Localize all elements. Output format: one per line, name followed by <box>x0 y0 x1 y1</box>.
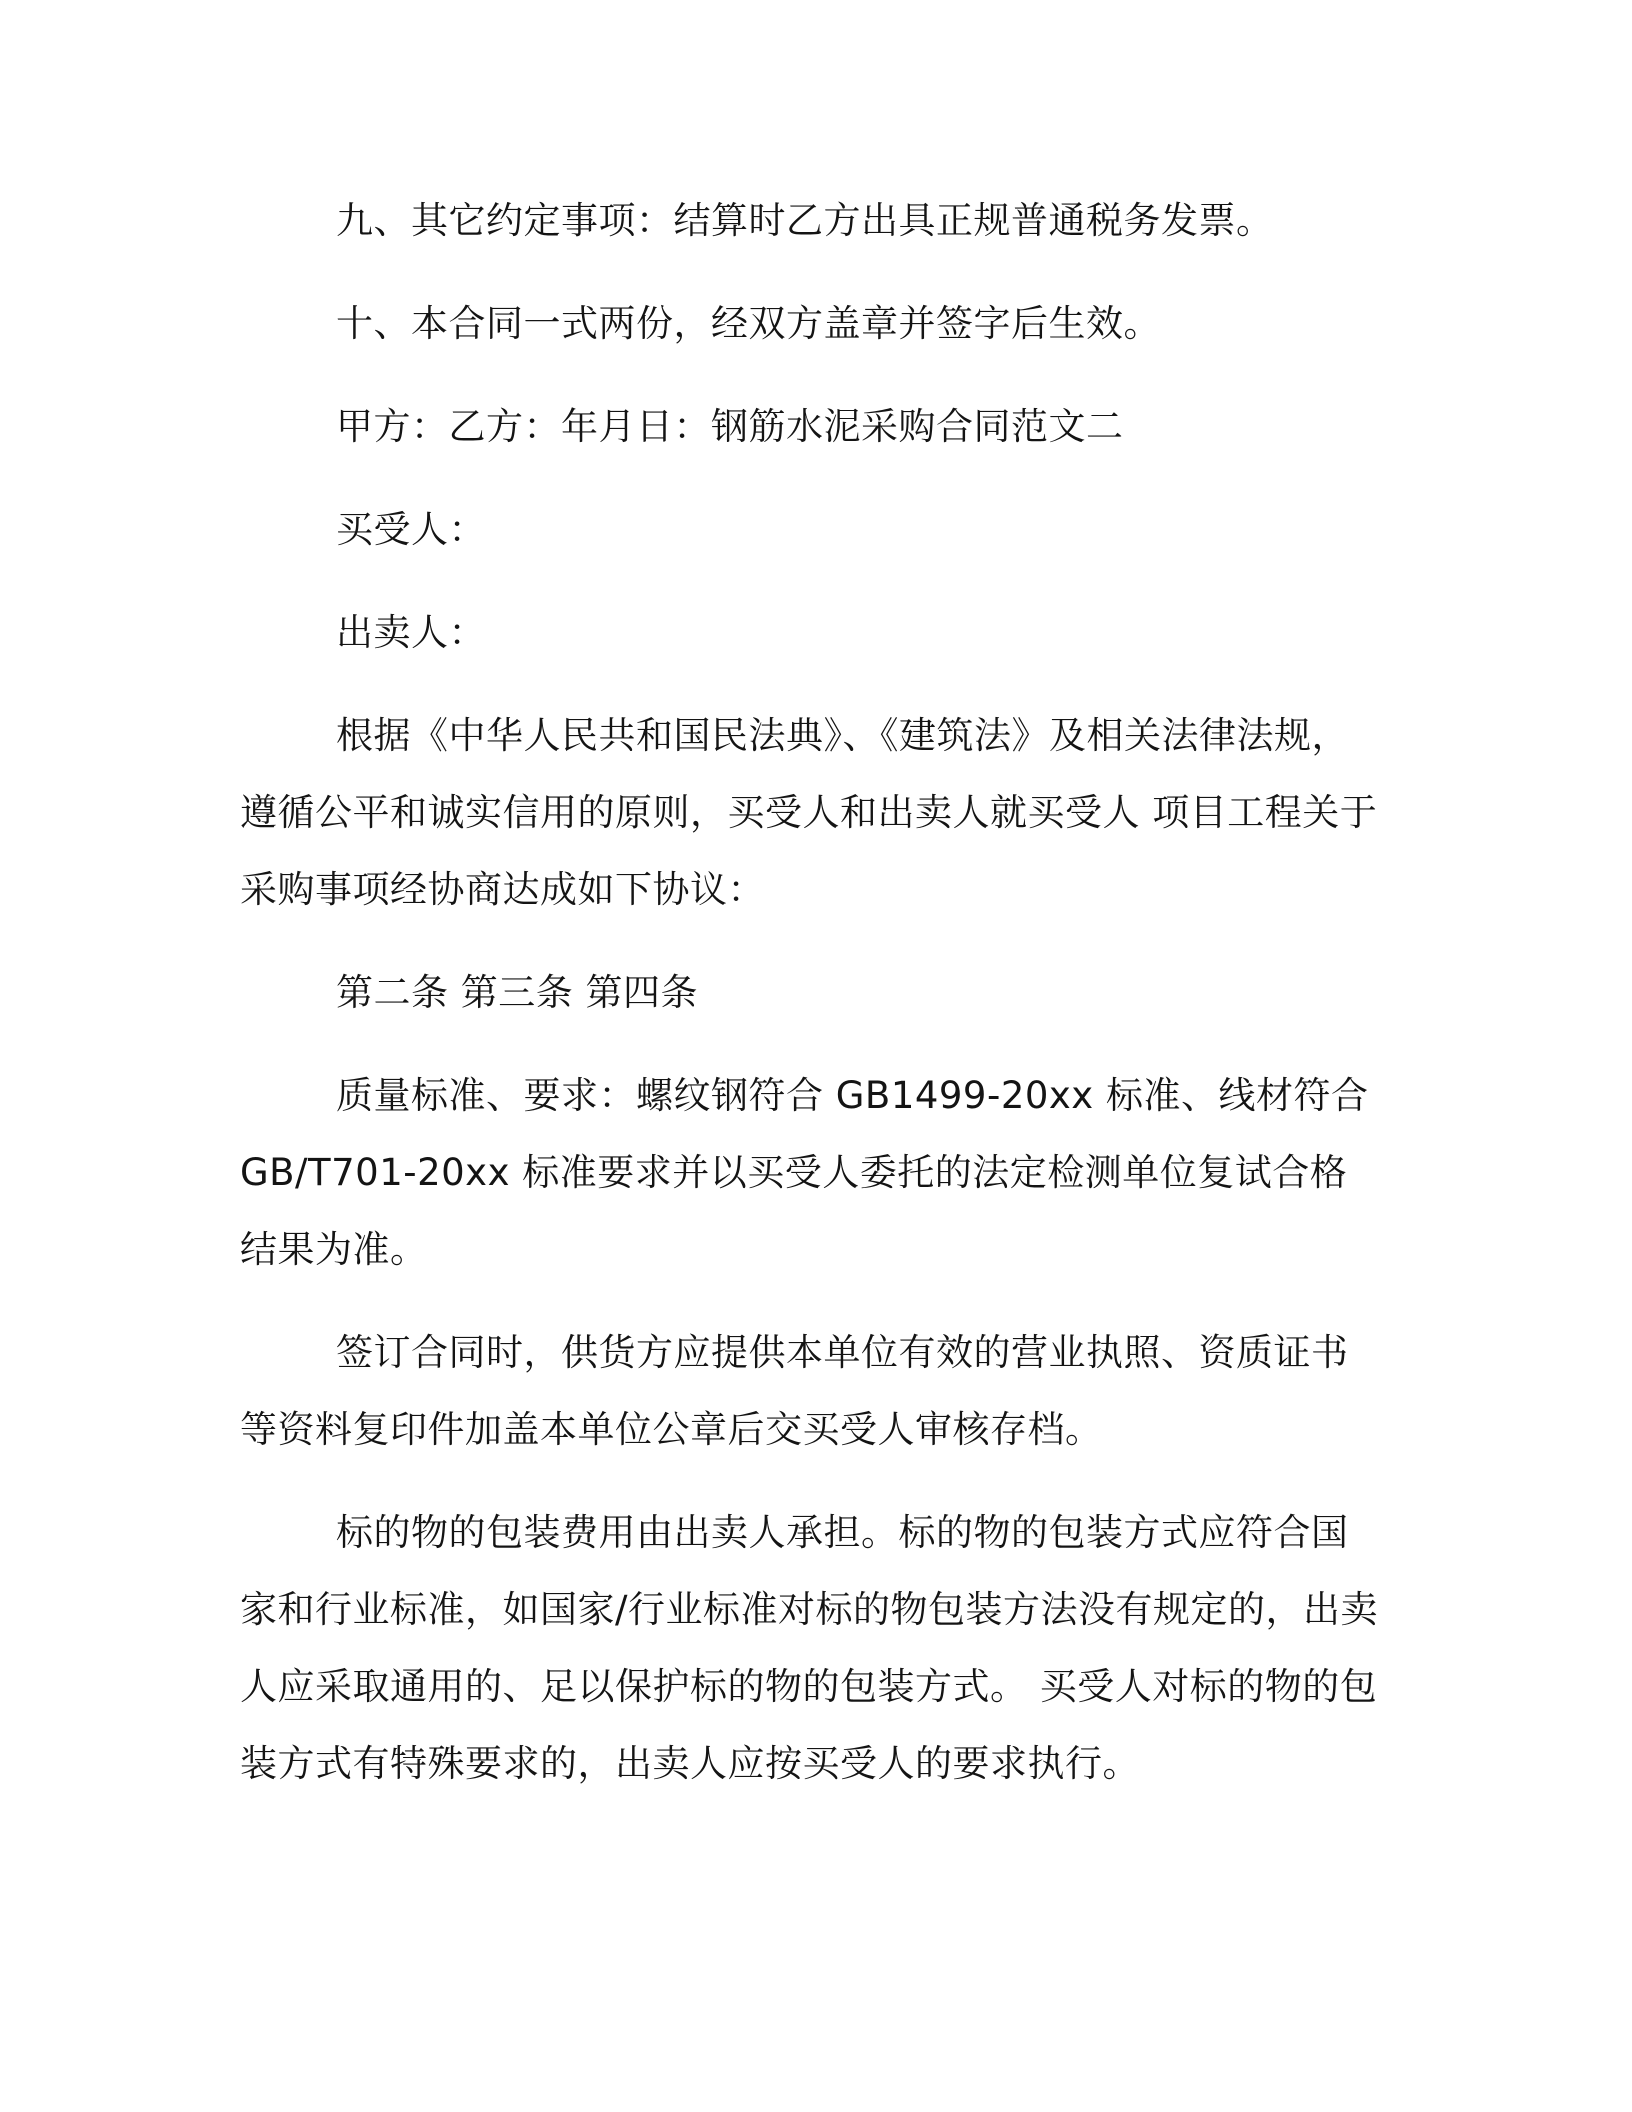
seller-label: 出卖人： <box>336 611 486 654</box>
article-headings: 第二条 第三条 第四条 <box>336 971 699 1014</box>
clause-ten: 十、本合同一式两份，经双方盖章并签字后生效。 <box>336 302 1161 345</box>
preamble-paragraph: 根据《中华人民共和国民法典》、《建筑法》及相关法律法规，遵循公平和诚实信用的原则，买受人和出卖人就买受人 项目工程关于采购事项经协商达成如下协议： <box>240 714 1378 911</box>
signature-line: 甲方：乙方：年月日：钢筋水泥采购合同范文二 <box>336 405 1124 448</box>
clause-nine: 九、其它约定事项：结算时乙方出具正规普通税务发票。 <box>336 199 1274 242</box>
buyer-label: 买受人： <box>336 508 486 551</box>
quality-standard-paragraph: 质量标准、要求：螺纹钢符合 GB1499-20xx 标准、线材符合 GB/T701-20xx 标准要求并以买受人委托的法定检测单位复试合格结果为准。 <box>240 1074 1369 1271</box>
documents-paragraph: 签订合同时，供货方应提供本单位有效的营业执照、资质证书等资料复印件加盖本单位公章后交买受人审核存档。 <box>240 1331 1349 1451</box>
packaging-paragraph: 标的物的包装费用由出卖人承担。标的物的包装方式应符合国家和行业标准，如国家/行业标准对标的物包装方法没有规定的，出卖人应采取通用的、足以保护标的物的包装方式。 买受人对标的物的包装方式有特殊要求的，出卖人应按买受人的要求执行。 <box>240 1511 1378 1785</box>
